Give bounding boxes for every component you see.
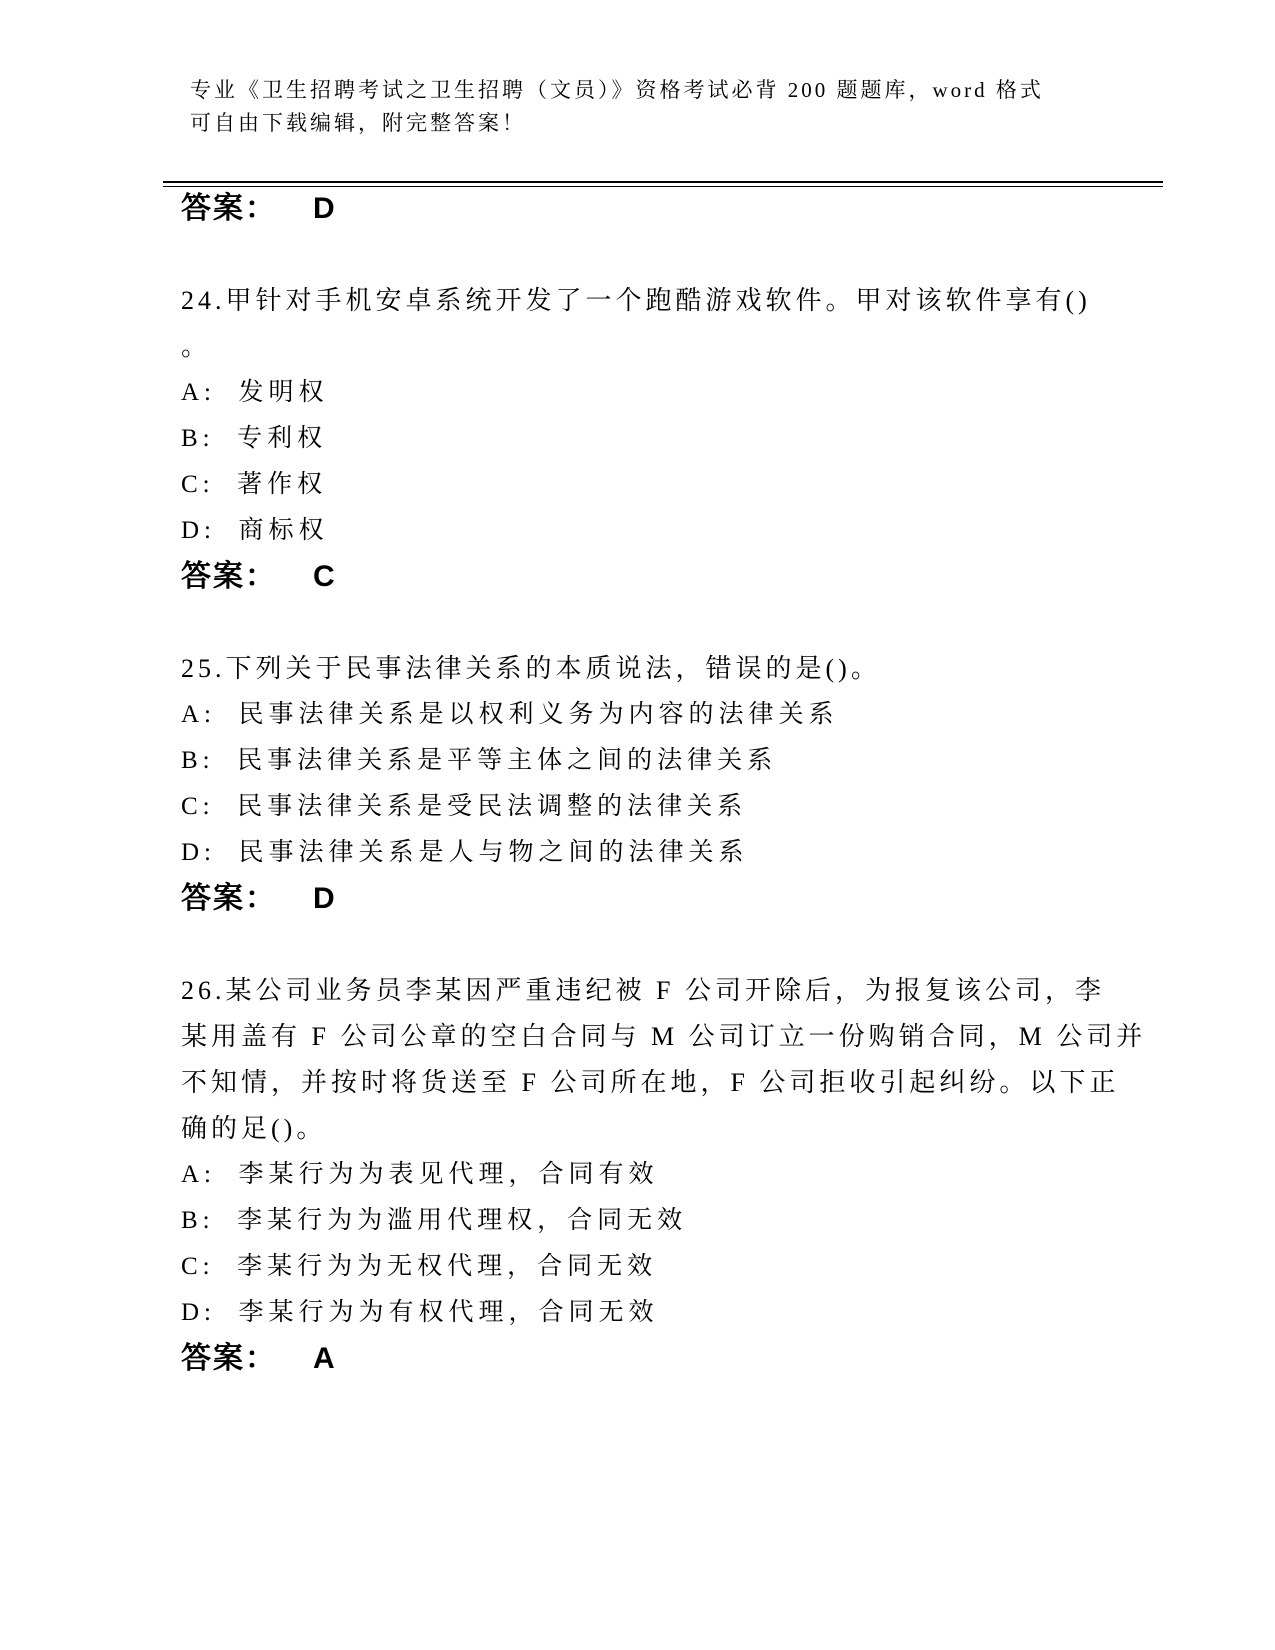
question-26-option-d: D: 李某行为为有权代理，合同无效 — [181, 1299, 659, 1326]
question-25-stem-line-1: 25.下列关于民事法律关系的本质说法，错误的是()。 — [181, 654, 881, 683]
answer-value: C — [313, 560, 337, 593]
question-24-stem-line-2: 。 — [181, 332, 212, 361]
question-25-answer-line — [181, 876, 1121, 922]
header-line-2: 可自由下载编辑，附完整答案！ — [190, 111, 526, 135]
question-26-stem-line-2: 某用盖有 F 公司公章的空白合同与 M 公司订立一份购销合同，M 公司并 — [181, 1022, 1147, 1051]
answer-value: D — [313, 192, 337, 225]
question-25-option-a: A: 民事法律关系是以权利义务为内容的法律关系 — [181, 701, 839, 728]
question-24-answer-line — [181, 554, 1121, 600]
blank-line — [181, 600, 1121, 646]
question-26-option-c: C: 李某行为为无权代理，合同无效 — [181, 1253, 658, 1280]
question-26-stem-line-1: 26.某公司业务员李某因严重违纪被 F 公司开除后，为报复该公司，李 — [181, 976, 1105, 1005]
answer-value: A — [313, 1342, 337, 1375]
blank-line — [181, 922, 1121, 968]
page-header — [190, 74, 1180, 140]
question-24-option-c: C: 著作权 — [181, 471, 328, 498]
question-25-option-b: B: 民事法律关系是平等主体之间的法律关系 — [181, 747, 778, 774]
answer-value: D — [313, 882, 337, 915]
question-24-option-a: A: 发明权 — [181, 379, 329, 406]
header-line-1: 专业《卫生招聘考试之卫生招聘（文员）》资格考试必背 200 题题库，word 格式 — [190, 78, 1044, 102]
blank-line — [181, 232, 1121, 278]
answer-label: 答案： — [181, 192, 277, 225]
question-26-option-b: B: 李某行为为滥用代理权，合同无效 — [181, 1207, 688, 1234]
question-26-stem-line-4: 确的足()。 — [181, 1114, 327, 1143]
answer-label: 答案： — [181, 560, 277, 593]
answer-label: 答案： — [181, 1342, 277, 1375]
question-25-option-c: C: 民事法律关系是受民法调整的法律关系 — [181, 793, 748, 820]
question-25-option-d: D: 民事法律关系是人与物之间的法律关系 — [181, 839, 749, 866]
question-26-stem-line-3: 不知情，并按时将货送至 F 公司所在地，F 公司拒收引起纠纷。以下正 — [181, 1068, 1120, 1097]
question-26-option-a: A: 李某行为为表见代理，合同有效 — [181, 1161, 659, 1188]
question-24-stem-line-1: 24.甲针对手机安卓系统开发了一个跑酷游戏软件。甲对该软件享有() — [181, 286, 1091, 315]
question-24-option-b: B: 专利权 — [181, 425, 328, 452]
question-26-answer-line — [181, 1336, 1121, 1382]
document-content — [181, 186, 1147, 1382]
question-24-option-d: D: 商标权 — [181, 517, 329, 544]
answer-label: 答案： — [181, 882, 277, 915]
carryover-answer-line — [181, 186, 1121, 232]
